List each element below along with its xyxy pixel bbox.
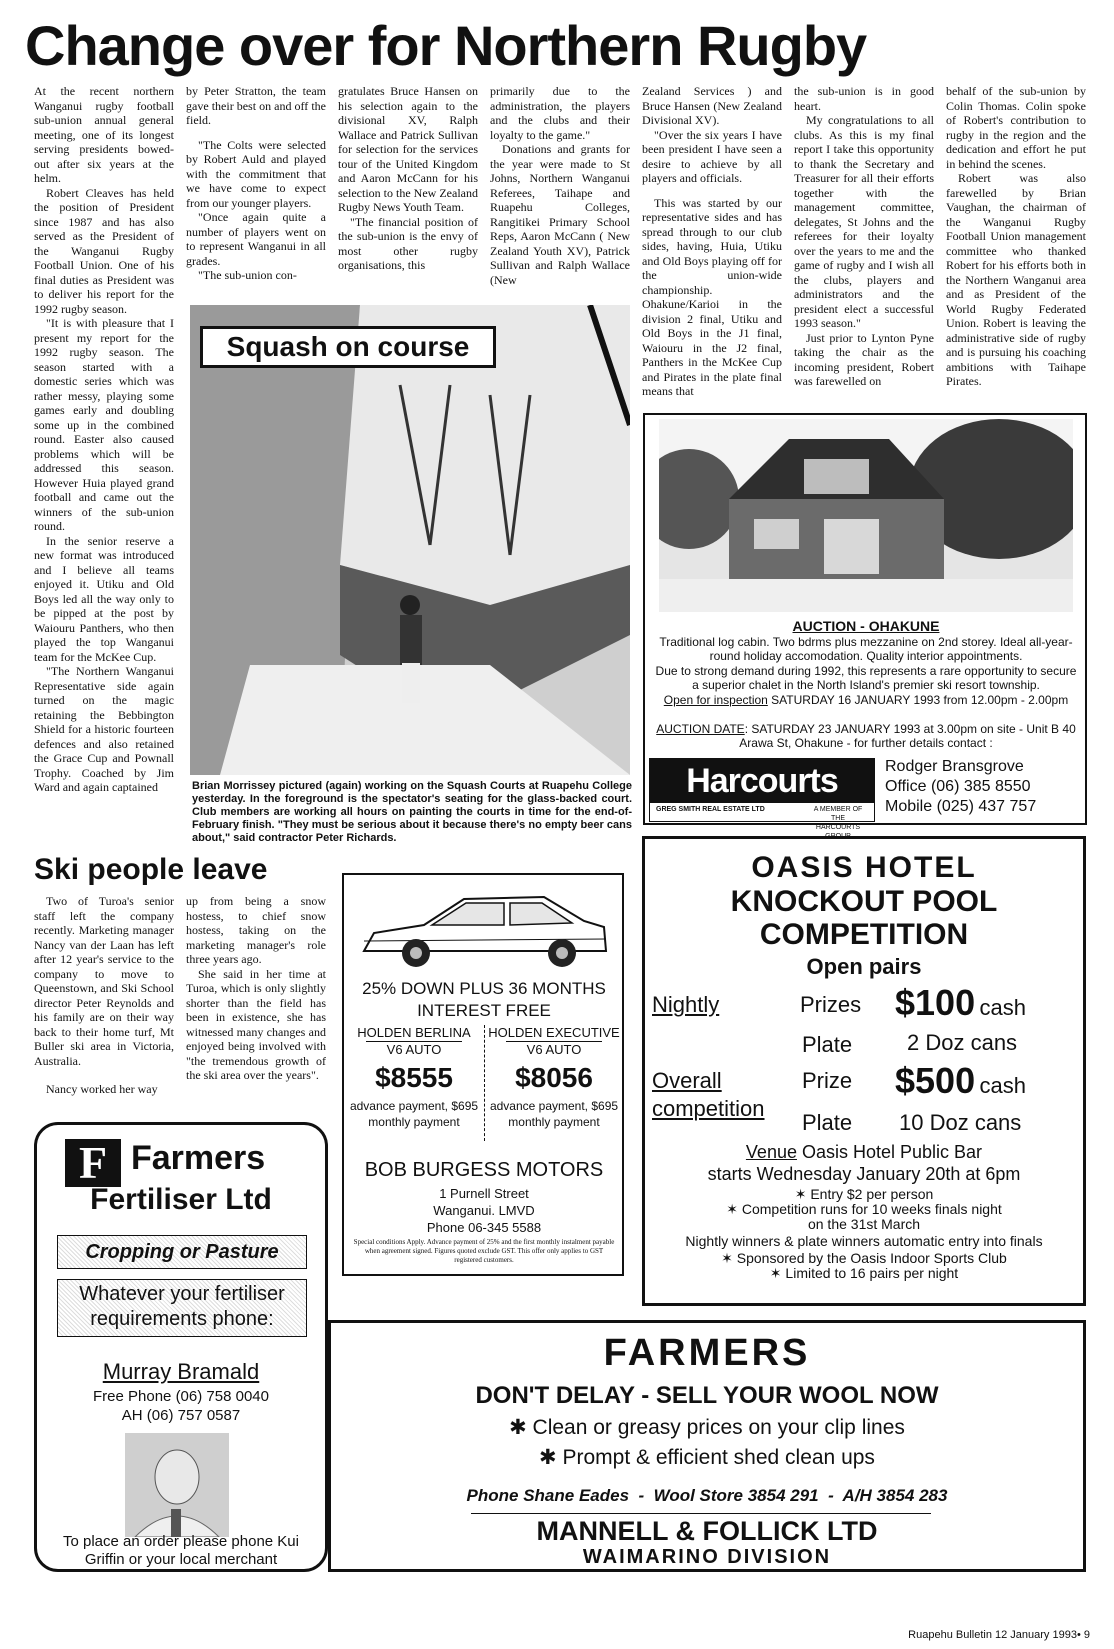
wool-ad xyxy=(328,1320,1086,1572)
log-cabin-illustration xyxy=(659,419,1073,612)
fertiliser-logo-letter: F xyxy=(78,1137,108,1188)
plate-label-2: Plate xyxy=(802,1110,853,1135)
nightly-label: Nightly xyxy=(652,992,720,1017)
fertiliser-ad xyxy=(34,1122,328,1572)
venue-text: Oasis Hotel Public Bar xyxy=(796,1142,983,1162)
auction-title: AUCTION - OHAKUNE xyxy=(792,618,940,634)
wool-divider xyxy=(471,1513,931,1514)
paragraph: the sub-union is in good heart. xyxy=(794,84,934,113)
squash-title: Squash on course xyxy=(226,331,470,362)
wool-division: WAIMARINO DIVISION xyxy=(582,1546,832,1568)
oasis-subtitle: Open pairs xyxy=(806,954,922,979)
rugby-column-6 xyxy=(794,84,934,410)
paragraph: Nancy worked her way xyxy=(46,1082,158,1096)
paragraph: "The financial position of the sub-union is the envy of most other rugby organisations, this xyxy=(338,214,478,272)
fertiliser-footer: To place an order please phone Kui Griffin or your local merchant xyxy=(62,1533,299,1568)
inspection-text: SATURDAY 16 JANUARY 1993 from 12.00pm - 2.00pm xyxy=(767,693,1069,707)
paragraph: "Over the six years I have been president I have seen a desire to achieve by all players and officials. xyxy=(642,127,782,185)
paragraph: behalf of the sub-union by Colin Thomas. Colin spoke of Robert's contribution to rugby in the region and the dedication and effort he put in behind the scenes. xyxy=(946,84,1086,171)
nightly-prize-amount: $100 xyxy=(895,982,976,1023)
paragraph: gratulates Bruce Hansen on his selection again to the divisional XV, Ralph Wallace and Patrick Sullivan for selection for the services tour of the United Kingdom and Aaron McCann for his selection to the New Zealand Rugby News Youth Team. xyxy=(338,84,478,214)
paragraph: Robert Cleaves has held the position of President since 1987 and has also served as the President of the Wanganui Rugby Football Union. One of his final duties as President was to deliver his report for the 1992 rugby season. xyxy=(34,185,174,316)
car-ad xyxy=(342,873,624,1276)
executive-terms: advance payment, $695 monthly payment xyxy=(489,1099,619,1129)
oasis-title-3: COMPETITION xyxy=(759,918,969,951)
rugby-column-3 xyxy=(338,84,478,298)
overall-label-1: Overall xyxy=(652,1068,722,1093)
fertiliser-freephone: Free Phone (06) 758 0040 xyxy=(93,1388,269,1405)
executive-spec: V6 AUTO xyxy=(506,1041,602,1058)
berlina-offer xyxy=(346,1025,482,1130)
paragraph: Just prior to Lynton Pyne taking the chair as the incoming president, Robert was farewelled on xyxy=(794,330,934,388)
fertiliser-name-2: Fertiliser Ltd xyxy=(90,1183,272,1216)
wool-company: MANNELL & FOLLICK LTD xyxy=(536,1516,878,1546)
berlina-spec: V6 AUTO xyxy=(366,1041,462,1058)
auction-date-label: AUCTION DATE xyxy=(656,722,745,736)
berlina-terms: advance payment, $695 monthly payment xyxy=(349,1099,479,1129)
oasis-start: starts Wednesday January 20th at 6pm xyxy=(707,1164,1021,1184)
fertiliser-ah: AH (06) 757 0587 xyxy=(121,1407,241,1424)
executive-offer xyxy=(486,1025,622,1130)
prizes-label: Prizes xyxy=(800,992,862,1017)
harcourts-logo xyxy=(649,758,875,831)
overall-plate: 10 Doz cans xyxy=(899,1110,1022,1135)
paragraph: up from being a snow hostess, to chief snow hostess, taking on the marketing manager's role three years ago. xyxy=(186,894,326,966)
plate-label: Plate xyxy=(802,1032,853,1057)
dealer-name: BOB BURGESS MOTORS xyxy=(364,1159,604,1181)
auction-ad xyxy=(643,413,1087,831)
contact-name: Rodger Bransgrove xyxy=(885,758,1024,775)
squash-caption: Brian Morrissey pictured (again) working on the Squash Courts at Ruapehu College yesterday. In the foreground is the spectator's seating for the glass-backed court. Club members are working all hours on painting the courts in time for the end-of-February finish. "They must be serious about it because there's no empty beer cans about," said contractor Peter Richards. xyxy=(192,780,632,844)
nightly-prize xyxy=(895,981,1026,1025)
auction-date-text: : SATURDAY 23 JANUARY 1993 at 3.00pm on site - Unit B 40 Arawa St, Ohakune - for further details contact : xyxy=(739,722,1076,750)
paragraph: by Peter Stratton, the team gave their best on and off the field. xyxy=(186,84,326,127)
wool-title: FARMERS xyxy=(603,1332,811,1374)
oasis-ad xyxy=(642,836,1086,1306)
requirements-box xyxy=(57,1279,307,1337)
cropping-box xyxy=(57,1235,307,1269)
overall-label xyxy=(652,1067,765,1123)
nightly-prize-cash: cash xyxy=(979,995,1027,1020)
rugby-column-5 xyxy=(642,84,782,410)
fertiliser-name-1: Farmers xyxy=(131,1139,266,1177)
paragraph: primarily due to the administration, the players and the clubs and their loyalty to the game." xyxy=(490,84,630,142)
berlina-price: $8555 xyxy=(375,1062,453,1093)
paragraph: At the recent northern Wanganui rugby football sub-union annual general meeting, one of its longest serving presidents bowed-out after six years at the helm. xyxy=(34,84,174,185)
rugby-column-4 xyxy=(490,84,630,298)
wool-headline: DON'T DELAY - SELL YOUR WOOL NOW xyxy=(475,1382,939,1409)
oasis-details xyxy=(655,1187,1073,1281)
paragraph: Donations and grants for the year were made to St Johns, Northern Wanganui Referees, Taihape and Ruapehu Colleges, Rangitikei Primary School Reps, Aaron McCann ( New Zealand Youth XV), Patrick Sullivan and Ralph Wallace (New xyxy=(490,142,630,287)
portrait-illustration xyxy=(125,1433,229,1537)
dealer-phone: Phone 06-345 5588 xyxy=(426,1220,542,1235)
dealer-address-1: 1 Purnell Street xyxy=(439,1186,529,1201)
office-phone: Office (06) 385 8550 xyxy=(885,778,1031,795)
overall-label-2: competition xyxy=(652,1096,765,1121)
paragraph: Zealand Services ) and Bruce Hansen (New Zealand Divisional XV). xyxy=(642,84,782,127)
auction-date xyxy=(651,722,1081,750)
oasis-title-1: OASIS HOTEL xyxy=(751,851,977,884)
venue-label: Venue xyxy=(745,1142,797,1162)
dealer-address-2: Wanganui. LMVD xyxy=(433,1203,535,1218)
inspection-label: Open for inspection xyxy=(663,693,768,707)
overall-prize xyxy=(895,1059,1026,1103)
berlina-model: HOLDEN BERLINA xyxy=(357,1025,471,1040)
car-illustration xyxy=(354,881,614,981)
paragraph: In the senior reserve a new format was introduced and I believe all teams enjoyed it. Utiku and Old Boys led all the way only to be pipped at the post by Waiouru Panthers, who then played the top Wanganui team for the McKee Cup. xyxy=(34,533,174,664)
fertiliser-contact: Murray Bramald xyxy=(102,1359,260,1384)
paragraph: Robert was also farewelled by Brian Vaughan, the chairman of the Wanganui Rugby Football Union management committee who thanked Robert for his efforts both in the Northern Wanganui area and as President of the World Rugby Federated Union. Robert is leaving the administrative side of rugby and is pursuing his coaching ambitions with Taihape Pirates. xyxy=(946,171,1086,388)
wool-bullet-2: ✱ Prompt & efficient shed clean ups xyxy=(539,1446,875,1469)
log-cabin-photo xyxy=(659,419,1073,612)
wool-bullet-1: ✱ Clean or greasy prices on your clip lines xyxy=(509,1416,905,1439)
wool-phone-line: Phone Shane Eades - Wool Store 3854 291 - A/H 3854 283 xyxy=(466,1486,948,1505)
harcourts-member: A MEMBER OF THE HARCOURTS xyxy=(813,806,863,831)
oasis-detail: ✶ Competition runs for 10 weeks finals night on the 31st March xyxy=(726,1201,1002,1232)
oasis-venue xyxy=(645,1141,1083,1163)
ski-column-1 xyxy=(34,894,174,1110)
paragraph: Two of Turoa's senior staff left the company recently. Marketing manager Nancy van der Laan has left after 12 year's service to the company to move to Queenstown, and Ski School director Peter Reynolds and his family are on their way back to their home turf, Mt Buller ski area in Victoria, Australia. xyxy=(34,894,174,1068)
rugby-column-7 xyxy=(946,84,1086,410)
cropping-text: Cropping or Pasture xyxy=(85,1241,279,1263)
ski-headline: Ski people leave xyxy=(34,853,268,886)
auction-contact xyxy=(885,757,1085,817)
oasis-detail: ✶ Entry $2 per person xyxy=(794,1186,934,1202)
overall-prize-amount: $500 xyxy=(895,1060,976,1101)
oasis-detail: Nightly winners & plate winners automatic entry into finals xyxy=(685,1233,1043,1249)
paragraph: This was started by our representative sides and has spread through to our club sides, having, Huia, Utiku and Old Boys playing off for the union-wide championship. Ohakune/Karioi in the division 2 final, Utiku and Old Boys in the J1 final, Waiouru in the J2 final, Panthers in the McKee Cup and Pirates in the plate final means that xyxy=(642,195,782,398)
auction-description-2: Due to strong demand during 1992, this represents a rare opportunity to secure a superior chalet in the North Island's premier ski resort township. xyxy=(655,664,1077,692)
car-headline: 25% DOWN PLUS 36 MONTHS INTEREST FREE xyxy=(362,979,606,1020)
fertiliser-logo xyxy=(65,1139,121,1187)
headline: Change over for Northern Rugby xyxy=(25,14,867,77)
paragraph: "The Colts were selected by Robert Auld and played with the commitment that we have come to expect from our younger players. xyxy=(186,137,326,210)
paragraph: "The Northern Wanganui Representative side again turned on the magic retaining the Bebbington Shield for a historic fourteen defences and also retained the Grace Cup and Pownall Trophy. Coached by Jim Ward and again captained xyxy=(34,664,174,794)
page-footer: Ruapehu Bulletin 12 January 1993• 9 xyxy=(908,1629,1090,1641)
executive-model: HOLDEN EXECUTIVE xyxy=(488,1025,620,1040)
overall-prize-cash: cash xyxy=(979,1073,1027,1098)
oasis-detail: ✶ Sponsored by the Oasis Indoor Sports Club xyxy=(721,1250,1007,1266)
paragraph: My congratulations to all clubs. As this is my final report I take this opportunity to thank the Secretary and Treasurer for all their efforts together with the management committee, delegates, St Johns and the referees for their loyalty over the years to me and the game of rugby and I wish all the clubs, players and administrators and the president elect a successful 1993 season." xyxy=(794,113,934,330)
nightly-plate: 2 Doz cans xyxy=(907,1030,1018,1055)
paragraph: "It is with pleasure that I present my report for the 1992 rugby season. The season started with a domestic series which was rather messy, playing some games early and doubling some up in the combined round. Easter also caused problems which will be addressed this season. However Huia played grand football and came out the winners of the sub-union round. xyxy=(34,316,174,533)
car-fine-print: Special conditions Apply. Advance payment of 25% and the first monthly instalment payable when agreement signed. Figures quoted exclude GST. This offer only applies to GST registered customers. xyxy=(353,1238,615,1264)
executive-price: $8056 xyxy=(515,1062,593,1093)
car-divider xyxy=(484,1025,485,1141)
paragraph: "The sub-union con- xyxy=(198,268,297,282)
ski-column-2 xyxy=(186,894,326,1110)
squash-title-box xyxy=(200,326,496,368)
squash-photo xyxy=(190,305,630,775)
harcourts-brand: Harcourts xyxy=(650,759,874,803)
mobile-phone: Mobile (025) 437 757 xyxy=(885,798,1037,815)
paragraph: "Once again quite a number of players went on to represent Wanganui in all grades. xyxy=(186,210,326,268)
auction-description: Traditional log cabin. Two bdrms plus mezzanine on 2nd storey. Ideal all-year-round holiday accomodation. Quality interior appointments. xyxy=(659,635,1073,663)
harcourts-branch: GREG SMITH REAL ESTATE LTD xyxy=(656,806,765,813)
rugby-column-2 xyxy=(186,84,326,298)
auction-inspection xyxy=(655,693,1077,707)
requirements-text: Whatever your fertiliser requirements phone: xyxy=(79,1283,285,1330)
paragraph: She said in her time at Turoa, which is only slightly shorter than the field has been in existence, she has witnessed many changes and enjoyed being involved with "the tremendous growth of the ski area over the years". xyxy=(186,966,326,1082)
squash-court-illustration xyxy=(190,305,630,775)
oasis-title-2: KNOCKOUT POOL xyxy=(730,885,998,918)
fertiliser-portrait xyxy=(125,1433,229,1537)
rugby-column-1 xyxy=(34,84,174,860)
prize-label: Prize xyxy=(802,1068,853,1093)
oasis-detail: ✶ Limited to 16 pairs per night xyxy=(769,1265,959,1281)
